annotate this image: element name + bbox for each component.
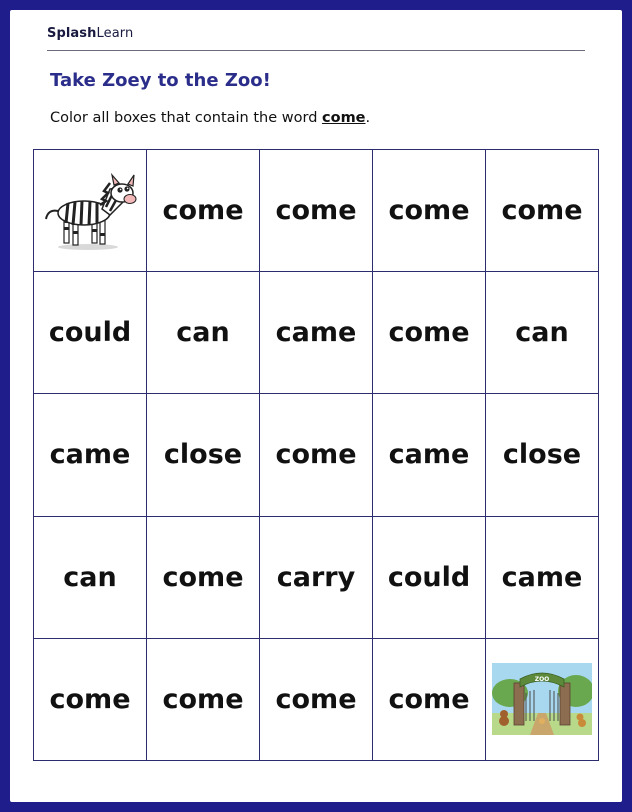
- grid-cell-end[interactable]: [486, 639, 599, 761]
- zoo-sign-text: ZOO: [534, 676, 550, 684]
- grid-cell[interactable]: came: [260, 272, 373, 394]
- grid-cell[interactable]: can: [147, 272, 260, 394]
- grid-cell[interactable]: came: [486, 517, 599, 639]
- grid-cell[interactable]: come: [147, 517, 260, 639]
- grid-cell[interactable]: come: [34, 639, 147, 761]
- zebra-image: [40, 171, 140, 251]
- grid-cell[interactable]: come: [373, 272, 486, 394]
- grid-cell[interactable]: can: [34, 517, 147, 639]
- grid-cell[interactable]: come: [260, 150, 373, 272]
- instruction-text: Color all boxes that contain the word come.: [50, 110, 371, 126]
- grid-cell[interactable]: come: [147, 639, 260, 761]
- target-word: come: [322, 110, 366, 126]
- grid-cell[interactable]: came: [373, 394, 486, 516]
- grid-cell[interactable]: come: [147, 150, 260, 272]
- grid-cell[interactable]: come: [260, 639, 373, 761]
- grid-cell[interactable]: could: [373, 517, 486, 639]
- zoo-image: [492, 663, 592, 735]
- grid-cell-start[interactable]: [34, 150, 147, 272]
- worksheet-page: [10, 10, 622, 802]
- grid-cell[interactable]: close: [147, 394, 260, 516]
- header-divider: [47, 50, 585, 51]
- grid-cell[interactable]: come: [373, 150, 486, 272]
- grid-cell[interactable]: carry: [260, 517, 373, 639]
- grid-cell[interactable]: can: [486, 272, 599, 394]
- grid-cell[interactable]: came: [34, 394, 147, 516]
- grid-cell[interactable]: close: [486, 394, 599, 516]
- grid-cell[interactable]: come: [373, 639, 486, 761]
- grid-cell[interactable]: come: [260, 394, 373, 516]
- grid-cell[interactable]: could: [34, 272, 147, 394]
- brand-logo: SplashLearn: [47, 26, 134, 41]
- grid-cell[interactable]: come: [486, 150, 599, 272]
- worksheet-title: Take Zoey to the Zoo!: [50, 70, 271, 91]
- word-grid: [33, 149, 599, 761]
